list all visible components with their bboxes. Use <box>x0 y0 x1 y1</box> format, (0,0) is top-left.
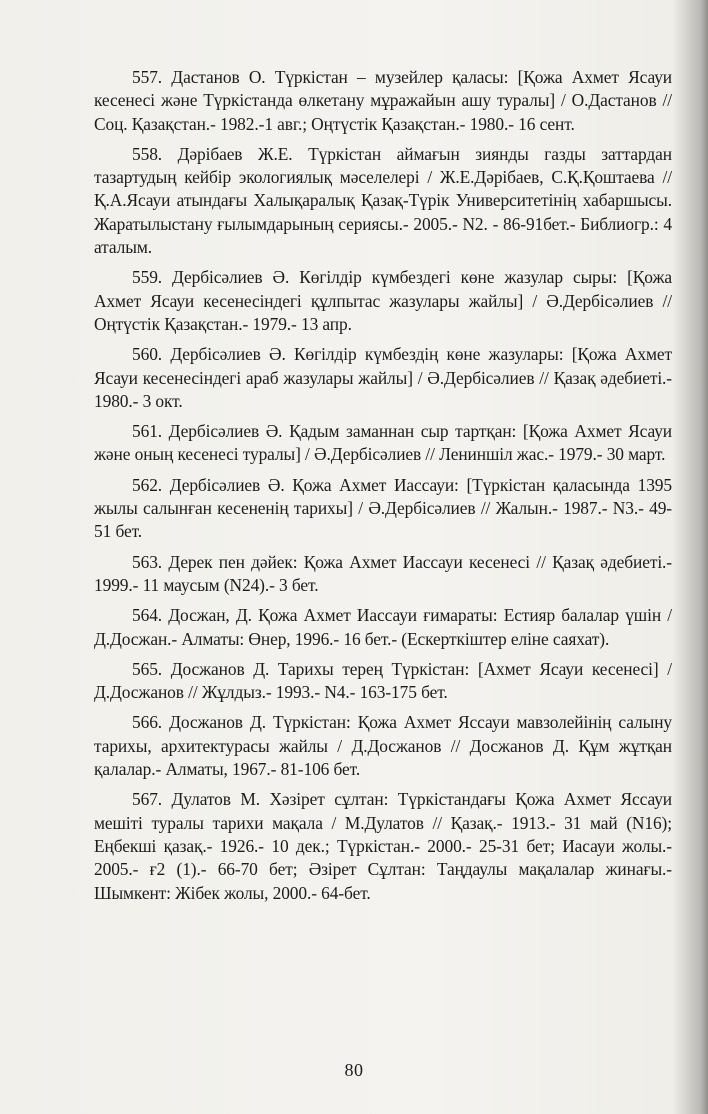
bibliography-entry-561: 561. Дербісәлиев Ә. Қадым заманнан сыр тартқан: [Қожа Ахмет Ясауи және оның кесенесі туралы] / Ә.Дербісәлиев // Лениншіл жас.- 1979.- 30 март. <box>94 421 672 465</box>
page-number: 80 <box>344 1060 364 1080</box>
bibliography-entry-567: 567. Дулатов М. Хәзірет сұлтан: Түркістандағы Қожа Ахмет Яссауи мешіті туралы тарихи мақала / М.Дулатов // Қазақ.- 1913.- 31 май (N16); Еңбекші қазақ.- 1926.- 10 дек.; Түркістан.- 2000.- 25-31 бет; Иасауи жолы.- 2005.- ғ2 (1).- 66-70 бет; Әзірет Сұлтан: Таңдаулы мақалалар жинағы.- Шымкент: Жібек жолы, 2000.- 64-бет. <box>94 789 672 903</box>
bibliography-entry-563: 563. Дерек пен дәйек: Қожа Ахмет Иассауи кесенесі // Қазақ әдебиеті.- 1999.- 11 маусым (N24).- 3 бет. <box>94 551 672 595</box>
bibliography-entry-557: 557. Дастанов О. Түркістан – музейлер қаласы: [Қожа Ахмет Ясауи кесенесі және Түркістанда өлкетану мұражайын ашу туралы] / О.Дастанов // Соц. Қазақстан.- 1982.-1 авг.; Оңтүстік Қазақстан.- 1980.- 16 сент. <box>94 67 672 134</box>
bibliography-list <box>94 66 672 912</box>
bibliography-entry-560: 560. Дербісәлиев Ә. Көгілдір күмбездің көне жазулары: [Қожа Ахмет Ясауи кесенесіндегі араб жазулары жайлы] / Ә.Дербісәлиев // Қазақ әдебиеті.- 1980.- 3 окт. <box>94 344 672 411</box>
bibliography-entry-558: 558. Дәрібаев Ж.Е. Түркістан аймағын зиянды газды заттардан тазартудың кейбір экологиялық мәселелері / Ж.Е.Дәрібаев, С.Қ.Қоштаева // Қ.А.Ясауи атындағы Халықаралық Қазақ-Түрік Университетінің хабаршысы. Жаратылыстану ғылымдарының сериясы.- 2005.- N2. - 86-91бет.- Библиогр.: 4 аталым. <box>94 143 672 258</box>
bibliography-entry-565: 565. Досжанов Д. Тарихы терең Түркістан: [Ахмет Ясауи кесенесі] / Д.Досжанов // Жұлдыз.- 1993.- N4.- 163-175 бет. <box>94 658 672 703</box>
bibliography-entry-564: 564. Досжан, Д. Қожа Ахмет Иассауи ғимараты: Естияр балалар үшін / Д.Досжан.- Алматы: Өнер, 1996.- 16 бет.- (Ескерткіштер еліне саяхат). <box>94 605 672 649</box>
bibliography-entry-566: 566. Досжанов Д. Түркістан: Қожа Ахмет Яссауи мавзолейінің салыну тарихы, архитектурасы жайлы / Д.Досжанов // Досжанов Д. Құм жұтқан қалалар.- Алматы, 1967.- 81-106 бет. <box>94 712 672 780</box>
bibliography-entry-562: 562. Дербісәлиев Ә. Қожа Ахмет Иассауи: [Түркістан қаласында 1395 жылы салынған кесененің тарихы] / Ә.Дербісәлиев // Жалын.- 1987.- N3.- 49-51 бет. <box>94 474 672 542</box>
bibliography-entry-559: 559. Дербісәлиев Ә. Көгілдір күмбездегі көне жазулар сыры: [Қожа Ахмет Ясауи кесенесіндегі құлпытас жазулары жайлы] / Ә.Дербісәлиев // Оңтүстік Қазақстан.- 1979.- 13 апр. <box>94 267 672 334</box>
